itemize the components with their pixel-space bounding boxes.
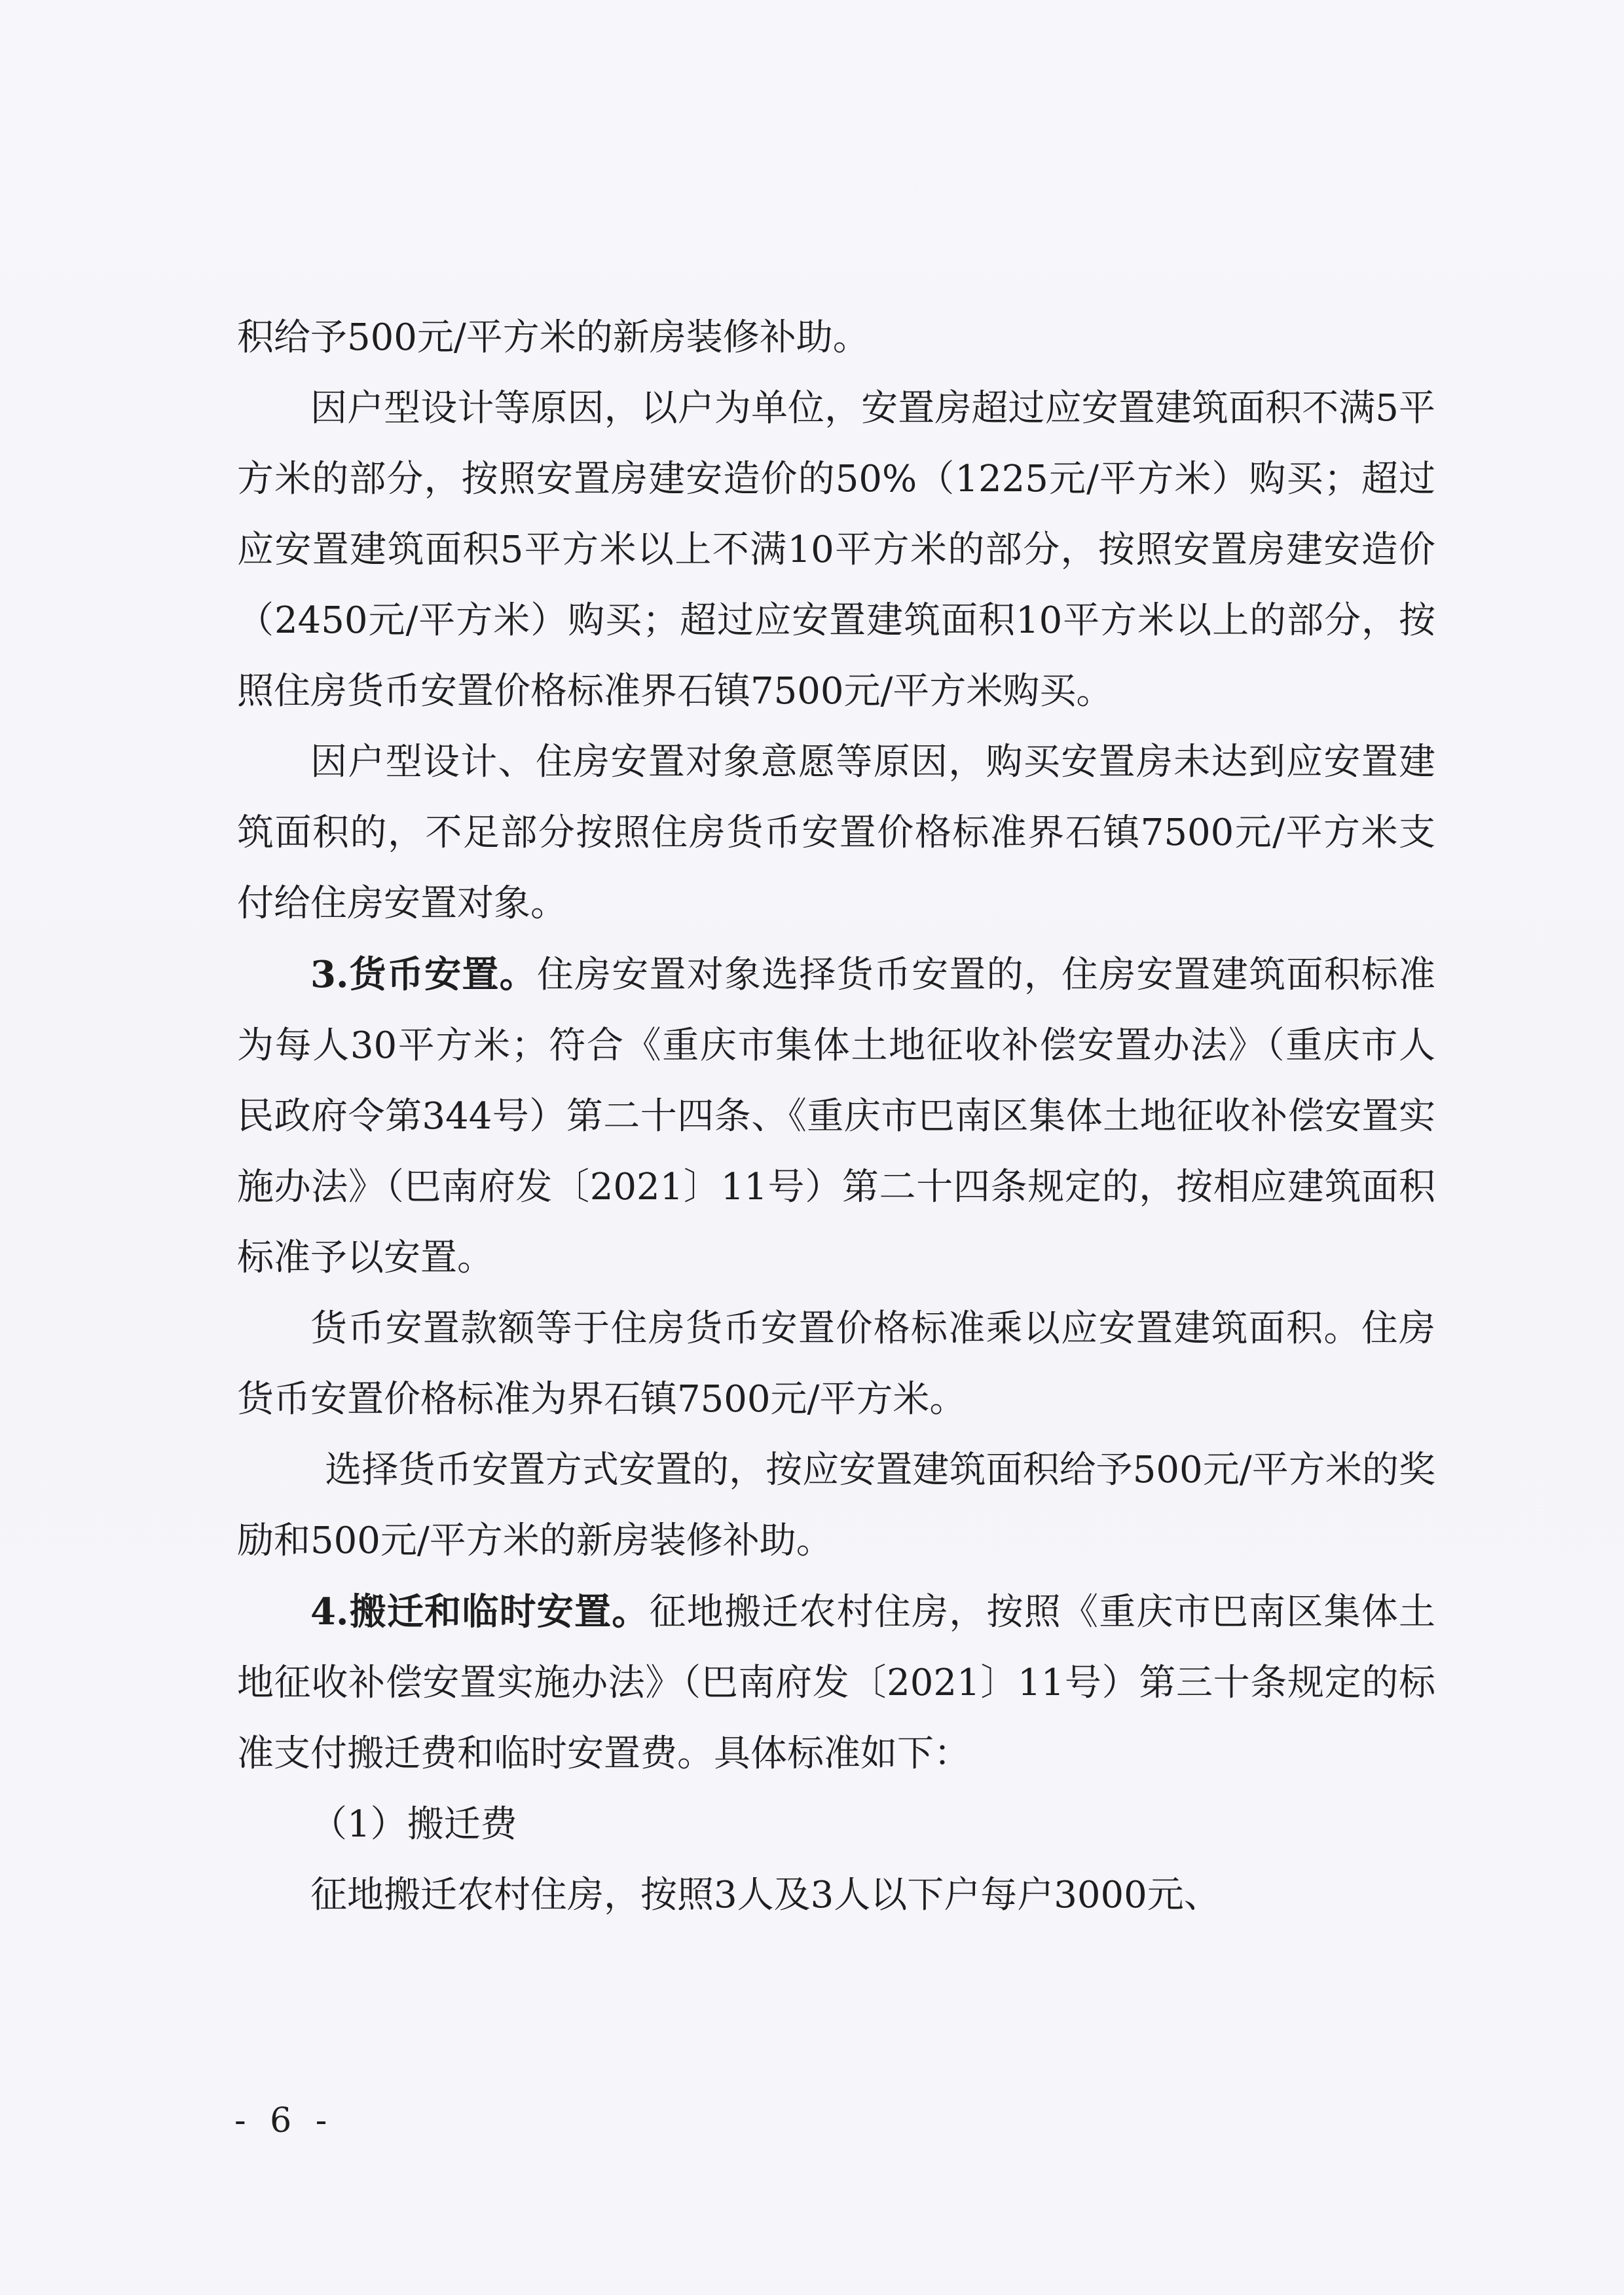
subheading-relocation-fee bbox=[237, 1789, 1435, 1860]
document-body bbox=[237, 303, 1435, 1931]
paragraph-5-text: 货币安置款额等于住房货币安置价格标准乘以应安置建筑面积。住房货币安置价格标准为界石镇7500元/平方米。 bbox=[237, 1307, 1435, 1421]
paragraph-9 bbox=[237, 1860, 1435, 1931]
paragraph-1-text: 积给予500元/平方米的新房装修补助。 bbox=[237, 316, 870, 359]
subheading-relocation-fee-text: （1）搬迁费 bbox=[310, 1803, 517, 1846]
paragraph-7 bbox=[237, 1577, 1435, 1789]
paragraph-6 bbox=[237, 1435, 1435, 1577]
paragraph-5 bbox=[237, 1294, 1435, 1435]
paragraph-9-text: 征地搬迁农村住房，按照3人及3人以下户每户3000元、 bbox=[310, 1874, 1221, 1916]
section-heading-monetary-resettlement: 3.货币安置。 bbox=[310, 953, 537, 996]
section-heading-relocation: 4.搬迁和临时安置。 bbox=[310, 1590, 650, 1633]
paragraph-7-text: 征地搬迁农村住房，按照《重庆市巴南区集体土地征收补偿安置实施办法》（巴南府发〔2021〕11号）第三十条规定的标准支付搬迁费和临时安置费。具体标准如下： bbox=[237, 1591, 1436, 1775]
paragraph-3 bbox=[237, 727, 1435, 939]
paragraph-3-text: 因户型设计、住房安置对象意愿等原因，购买安置房未达到应安置建筑面积的，不足部分按照住房货币安置价格标准界石镇7500元/平方米支付给住房安置对象。 bbox=[237, 741, 1435, 925]
paragraph-4-text: 住房安置对象选择货币安置的，住房安置建筑面积标准为每人30平方米；符合《重庆市集体土地征收补偿安置办法》（重庆市人民政府令第344号）第二十四条、《重庆市巴南区集体土地征收补偿安置实施办法》（巴南府发〔2021〕11号）第二十四条规定的，按相应建筑面积标准予以安置。 bbox=[237, 954, 1435, 1279]
paragraph-2 bbox=[237, 373, 1435, 727]
paragraph-6-text: 选择货币安置方式安置的，按应安置建筑面积给予500元/平方米的奖励和500元/平方米的新房装修补助。 bbox=[237, 1449, 1435, 1562]
page-number: - 6 - bbox=[234, 2101, 334, 2140]
paragraph-1 bbox=[237, 303, 1435, 373]
paragraph-4 bbox=[237, 939, 1435, 1294]
paragraph-2-text: 因户型设计等原因，以户为单位，安置房超过应安置建筑面积不满5平方米的部分，按照安置房建安造价的50%（1225元/平方米）购买；超过应安置建筑面积5平方米以上不满10平方米的部分，按照安置房建安造价（2450元/平方米）购买；超过应安置建筑面积10平方米以上的部分，按照住房货币安置价格标准界石镇7500元/平方米购买。 bbox=[237, 387, 1435, 713]
